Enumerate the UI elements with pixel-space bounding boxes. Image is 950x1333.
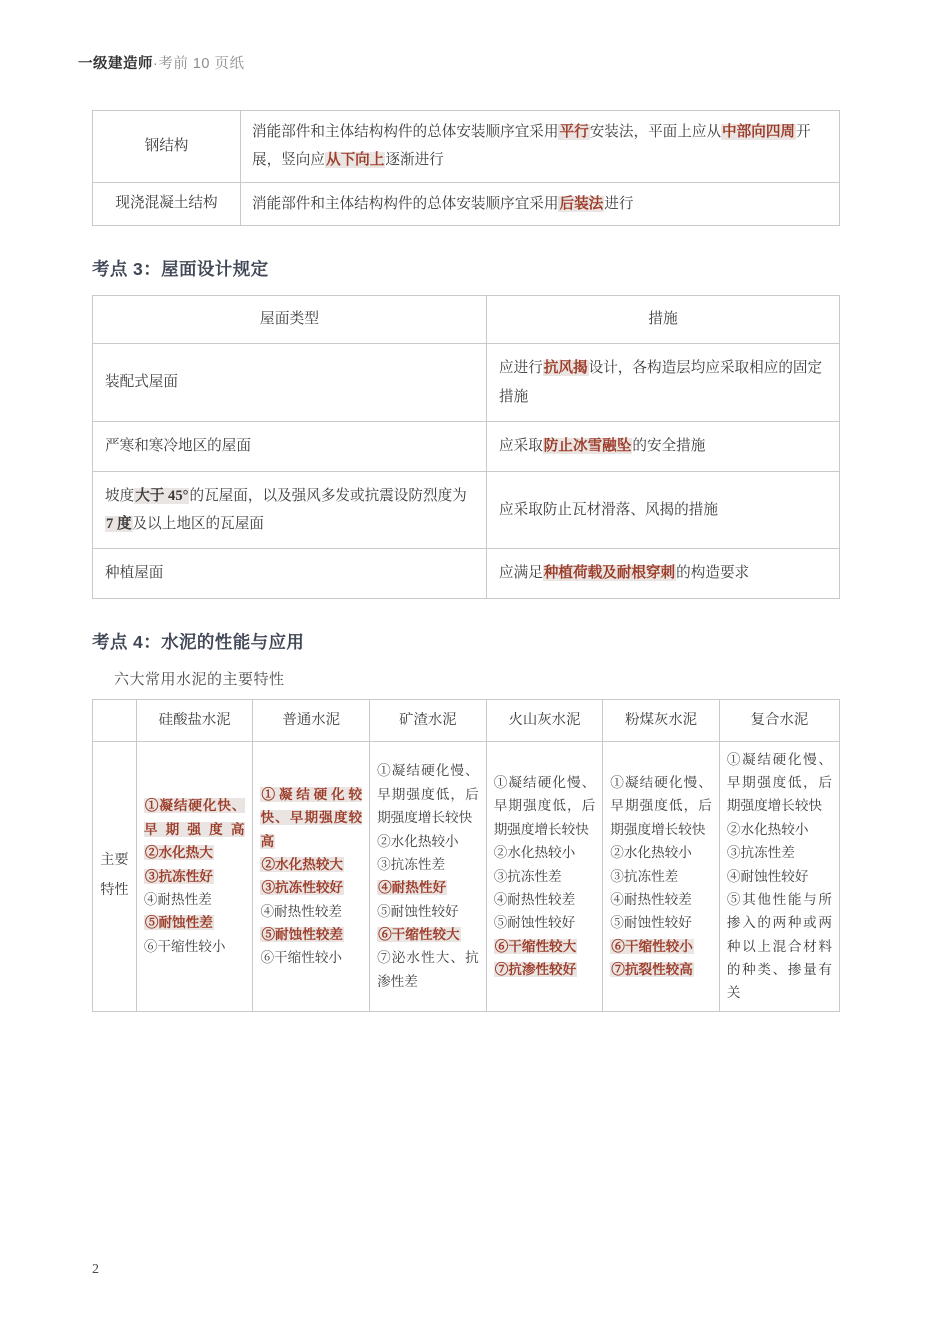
roof-measure-cell: [487, 549, 840, 598]
characteristic-item: [260, 923, 362, 946]
text-run: ③抗冻性差: [493, 868, 562, 884]
table-row: [93, 549, 840, 598]
text-run: ③抗冻性差: [377, 856, 446, 872]
cement-characteristics-cell: [253, 741, 370, 1011]
table-roof-design: [92, 295, 840, 599]
highlight-run: ⑥干缩性较大: [378, 927, 460, 942]
running-header-title: 一级建造师: [78, 56, 153, 72]
running-header-subtitle: 考前 10 页纸: [158, 56, 245, 72]
text-run: 的构造要求: [676, 565, 750, 582]
text-run: ①凝结硬化慢、早期强度低，后期强度增长较快: [377, 763, 479, 826]
text-run: ③抗冻性差: [726, 845, 795, 861]
characteristic-item: [144, 935, 246, 958]
highlight-run: ①凝结硬化快、早期强度高: [143, 798, 246, 837]
text-run: 应满足: [499, 565, 543, 582]
text-run: ⑥干缩性较小: [260, 950, 343, 966]
section-heading-wrap-4: [92, 629, 840, 654]
characteristic-item: [727, 841, 832, 864]
highlight-run: ⑥干缩性较大: [494, 938, 577, 954]
text-run: ①凝结硬化慢、早期强度低，后期强度增长较快: [726, 751, 832, 814]
column-header: 复合水泥: [719, 699, 839, 741]
characteristic-item: [494, 865, 596, 888]
characteristic-item: [610, 841, 712, 864]
page-title-kaodian-4: 考点 4：水泥的性能与应用: [92, 631, 305, 652]
running-header-separator: ·: [153, 56, 159, 72]
characteristic-item: [260, 853, 362, 876]
characteristic-item: [144, 841, 246, 864]
characteristic-item: [494, 888, 596, 911]
roof-type-cell: [93, 549, 487, 598]
table-row: [93, 741, 840, 1011]
characteristic-item: [377, 900, 479, 923]
text-run: ⑤耐蚀性较好: [377, 903, 459, 919]
text-run: 安装法，平面上应从: [589, 124, 722, 140]
table-row: [93, 182, 840, 225]
structure-type-label: 钢结构: [93, 111, 241, 183]
characteristic-item: [144, 865, 246, 888]
table-row: [93, 111, 840, 183]
roof-type-cell: [93, 344, 487, 422]
table-roof-body: [93, 296, 840, 599]
text-run: ①凝结硬化慢、早期强度低，后期强度增长较快: [610, 775, 712, 837]
highlight-run: 中部向四周: [722, 124, 796, 140]
characteristic-item: [494, 771, 596, 841]
page-title-kaodian-3: 考点 3：屋面设计规定: [92, 259, 269, 280]
characteristic-item: [610, 935, 712, 958]
cement-characteristics-cell: [136, 741, 253, 1011]
text-run: 及以上地区的瓦屋面: [132, 516, 264, 533]
text-run: 应采取: [499, 438, 543, 455]
highlight-run: ②水化热较大: [261, 856, 344, 872]
highlight-run: 后装法: [559, 195, 604, 212]
installation-requirement-cell: [241, 111, 840, 183]
column-header-corner: [93, 699, 137, 741]
characteristic-item: [260, 900, 362, 923]
text-run: ②水化热较小: [493, 845, 576, 861]
roof-measure-cell: [487, 422, 840, 471]
subtitle-cement-characteristics: 六大常用水泥的主要特性: [114, 671, 285, 688]
highlight-run: ⑤耐蚀性较差: [261, 927, 344, 942]
roof-type-cell: [93, 471, 487, 549]
text-run: 开展，竖向应: [252, 124, 811, 169]
table-damping-installation: [92, 110, 840, 226]
installation-requirement-cell: [241, 182, 840, 225]
characteristic-item: [610, 888, 712, 911]
characteristic-item: [260, 783, 362, 853]
table-header-row: [93, 296, 840, 344]
cement-characteristics-cell: [370, 741, 487, 1011]
table-row: [93, 471, 840, 549]
text-run: ⑤其他性能与所掺入的两种或两种以上混合材料的种类、掺量有关: [726, 891, 832, 1001]
text-run: ④耐热性较差: [493, 891, 576, 907]
text-run: 消能部件和主体结构构件的总体安装顺序宜采用: [252, 195, 559, 212]
row-label-main-characteristics: 主要特性: [93, 741, 137, 1011]
text-run: ⑦泌水性大、抗渗性差: [377, 950, 479, 989]
characteristic-item: [494, 958, 596, 981]
characteristic-item: [610, 771, 712, 841]
characteristic-item: [144, 794, 246, 841]
text-run: 的安全措施: [632, 438, 706, 455]
table-cement-characteristics: [92, 699, 840, 1012]
text-run: 进行: [604, 195, 634, 212]
text-run: ②水化热较小: [377, 833, 459, 849]
characteristic-item: [727, 865, 832, 888]
highlight-run: ③抗冻性较好: [261, 880, 344, 896]
characteristic-item: [610, 865, 712, 888]
text-run: ②水化热较小: [726, 821, 809, 837]
roof-measure-cell: [487, 471, 840, 549]
highlight-run: ③抗冻性好: [144, 868, 213, 884]
text-run: ④耐蚀性较好: [726, 868, 809, 884]
table-row: [93, 344, 840, 422]
highlight-run: 种植荷载及耐根穿刺: [543, 565, 676, 582]
highlight-run: ⑥干缩性较小: [611, 938, 693, 954]
column-header: 普通水泥: [253, 699, 370, 741]
cement-characteristics-cell: [486, 741, 603, 1011]
characteristic-item: [260, 946, 362, 969]
text-run: ③抗冻性差: [610, 868, 679, 884]
text-run: 严寒和寒冷地区的屋面: [105, 438, 251, 455]
cement-characteristics-cell: [719, 741, 839, 1011]
text-run: ②水化热较小: [610, 845, 692, 861]
text-run: ④耐热性较差: [260, 903, 343, 919]
characteristic-item: [377, 876, 479, 899]
highlight-run: ①凝结硬化较快、早期强度较高: [260, 786, 363, 849]
text-run: 逐渐进行: [385, 152, 444, 169]
highlight-run: ⑦抗裂性较高: [611, 962, 693, 978]
highlight-run: ⑤耐蚀性差: [144, 915, 213, 931]
highlight-run: 抗风揭: [543, 360, 588, 377]
text-run: 坡度: [105, 487, 135, 504]
text-run: 消能部件和主体结构构件的总体安装顺序宜采用: [252, 124, 559, 140]
text-run: 装配式屋面: [105, 374, 178, 391]
roof-measure-cell: [487, 344, 840, 422]
text-run: ④耐热性较差: [610, 891, 692, 907]
highlight-run: 防止冰雪融坠: [543, 438, 632, 455]
text-run: 应采取防止瓦材滑落、风揭的措施: [499, 501, 718, 518]
column-header: 火山灰水泥: [486, 699, 603, 741]
text-run: ⑥干缩性较小: [143, 938, 226, 954]
text-run: 种植屋面: [105, 565, 164, 582]
characteristic-item: [377, 853, 479, 876]
column-header: 硅酸盐水泥: [136, 699, 253, 741]
highlight-run: 从下向上: [325, 152, 385, 169]
text-run: ⑤耐蚀性较好: [610, 915, 692, 931]
text-run: ①凝结硬化慢、早期强度低，后期强度增长较快: [493, 775, 596, 837]
text-run: 应进行: [499, 360, 543, 377]
highlight-run: ④耐热性好: [378, 880, 447, 896]
characteristic-item: [377, 946, 479, 993]
characteristic-item: [494, 935, 596, 958]
highlight-run: ②水化热大: [144, 845, 213, 861]
characteristic-item: [377, 830, 479, 853]
characteristic-item: [610, 958, 712, 981]
table-damping-body: [93, 111, 840, 226]
column-header: 矿渣水泥: [370, 699, 487, 741]
text-run: ⑤耐蚀性较好: [493, 915, 576, 931]
characteristic-item: [494, 911, 596, 934]
highlight-run: 大于 45°: [135, 487, 189, 504]
text-run: 设计，各构造层均应采取相应的固定措施: [499, 360, 823, 405]
text-run: ④耐热性差: [143, 891, 212, 907]
characteristic-item: [144, 888, 246, 911]
column-header: 屋面类型: [93, 296, 487, 344]
table-header-row: [93, 699, 840, 741]
characteristic-item: [494, 841, 596, 864]
table-cement-body: [93, 699, 840, 1011]
characteristic-item: [260, 876, 362, 899]
characteristic-item: [144, 911, 246, 934]
highlight-run: 7 度: [106, 516, 132, 533]
page-number: 2: [92, 1262, 99, 1277]
running-header: [78, 52, 245, 73]
section-heading-wrap-3: [92, 256, 840, 281]
document-content: [92, 110, 840, 1012]
structure-type-label: 现浇混凝土结构: [93, 182, 241, 225]
table-row: [93, 422, 840, 471]
characteristic-item: [377, 923, 479, 946]
cement-characteristics-cell: [603, 741, 720, 1011]
roof-type-cell: [93, 422, 487, 471]
highlight-run: ⑦抗渗性较好: [494, 962, 577, 978]
column-header: 粉煤灰水泥: [603, 699, 720, 741]
characteristic-item: [610, 911, 712, 934]
characteristic-item: [727, 748, 832, 818]
column-header: 措施: [487, 296, 840, 344]
characteristic-item: [727, 888, 832, 1005]
characteristic-item: [727, 818, 832, 841]
characteristic-item: [377, 759, 479, 829]
text-run: 的瓦屋面，以及强风多发或抗震设防烈度为: [189, 487, 467, 504]
highlight-run: 平行: [559, 124, 589, 140]
